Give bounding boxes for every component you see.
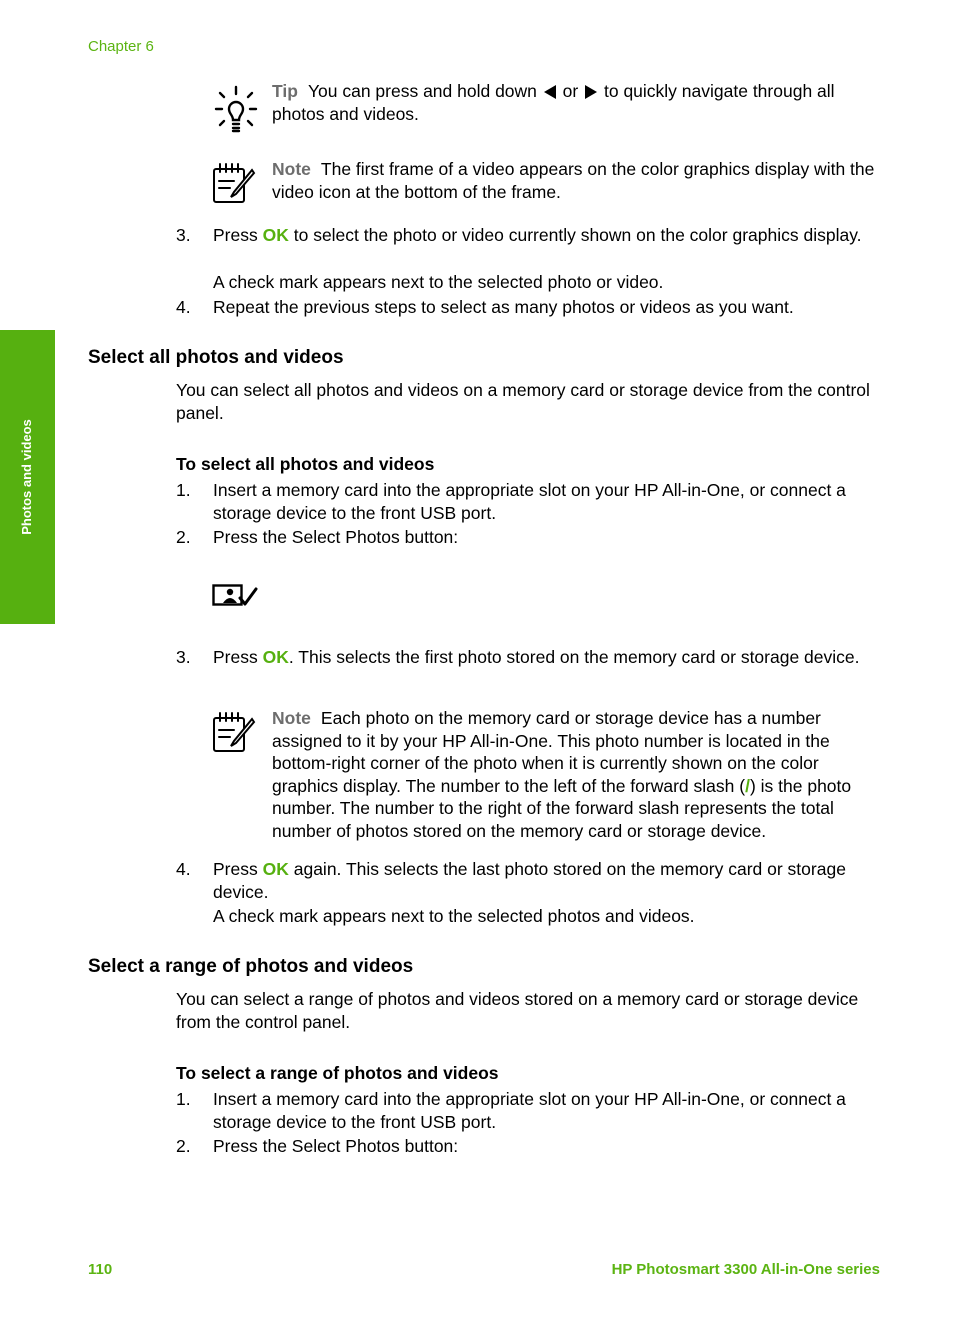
product-name: HP Photosmart 3300 All-in-One series (611, 1261, 880, 1278)
lightbulb-icon (214, 85, 258, 133)
step-text: Press OK again. This selects the last photo stored on the memory card or storage device. (213, 859, 846, 902)
chapter-label: Chapter 6 (88, 38, 154, 55)
step-text: Repeat the previous steps to select as many photos or videos as you want. (213, 297, 794, 317)
note-callout (272, 158, 882, 203)
step-text: Insert a memory card into the appropriate slot on your HP All-in-One, or connect a storage device to the front USB port. (213, 1089, 846, 1132)
note-label: Note (272, 708, 311, 728)
step-number: 4. (176, 297, 191, 317)
tip-text-middle: or (562, 81, 579, 101)
note-icon (212, 711, 256, 753)
step-text: Press the Select Photos button: (213, 527, 459, 547)
step-text: Press the Select Photos button: (213, 1136, 459, 1156)
section-heading: Select all photos and videos (88, 347, 344, 368)
step-text: Press OK. This selects the first photo stored on the memory card or storage device. (213, 647, 860, 667)
note-callout: Note Each photo on the memory card or storage device has a number assigned to it by your HP All-in-One. This photo number is located in the bottom-right corner of the photo when it is currently shown on the color graphics display. The number to the left of the forward slash (/) is the photo number. The number to the right of the forward slash represents the total number of photos stored on the memory card or storage device. (272, 708, 852, 841)
step-number: 2. (176, 527, 191, 547)
step-extra: A check mark appears next to the selected photo or video. (213, 272, 664, 292)
tip-callout (272, 80, 882, 125)
procedure-heading: To select all photos and videos (176, 454, 435, 474)
ok-button-label: OK (262, 859, 289, 879)
step-number: 3. (176, 225, 191, 245)
section-intro: You can select all photos and videos on a memory card or storage device from the control panel. (176, 380, 870, 423)
step-extra: A check mark appears next to the selected photos and videos. (213, 906, 695, 926)
right-arrow-icon (583, 84, 599, 100)
step-text: Insert a memory card into the appropriate slot on your HP All-in-One, or connect a storage device to the front USB port. (213, 480, 846, 523)
section-heading: Select a range of photos and videos (88, 956, 414, 977)
step-number: 1. (176, 1089, 191, 1109)
tip-label: Tip (272, 81, 298, 101)
tip-text-after: to quickly navigate through all photos and videos. (272, 81, 835, 124)
page-number: 110 (88, 1261, 113, 1278)
note-text: The first frame of a video appears on the color graphics display with the video icon at the bottom of the frame. (272, 159, 875, 202)
tip-text-before: You can press and hold down (307, 81, 537, 101)
step-text: Press OK to select the photo or video currently shown on the color graphics display. (213, 225, 862, 245)
step-number: 4. (176, 859, 191, 879)
step-number: 2. (176, 1136, 191, 1156)
step-number: 1. (176, 480, 191, 500)
note-icon (212, 162, 256, 204)
procedure-heading: To select a range of photos and videos (176, 1063, 499, 1083)
section-intro: You can select a range of photos and videos stored on a memory card or storage device from the control panel. (176, 989, 859, 1032)
ok-button-label: OK (262, 225, 289, 245)
step-number: 3. (176, 647, 191, 667)
select-photos-icon (212, 584, 258, 608)
forward-slash: / (745, 775, 750, 796)
side-tab-label: Photos and videos (18, 419, 34, 535)
note-label: Note (272, 159, 311, 179)
ok-button-label: OK (262, 647, 289, 667)
side-tab (0, 330, 55, 624)
left-arrow-icon (542, 84, 558, 100)
